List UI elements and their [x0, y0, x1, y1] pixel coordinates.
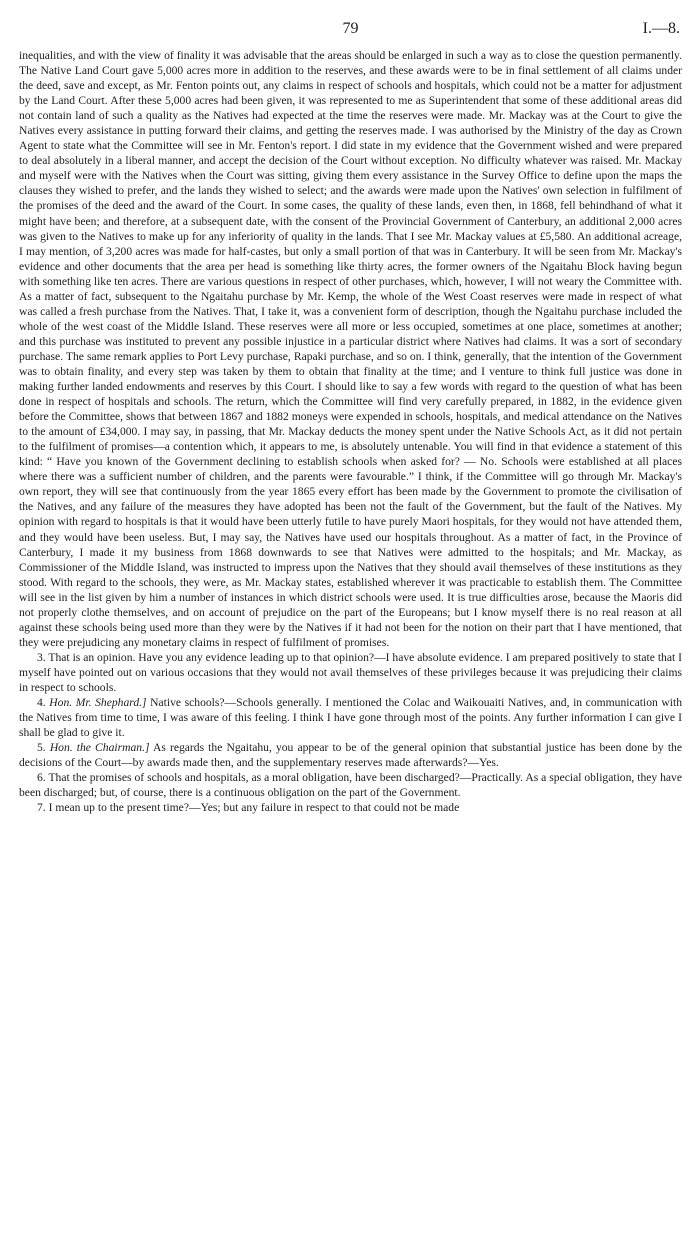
- question-text: I mean up to the present time?—Yes; but any failure in respect to that could not be made: [48, 801, 460, 815]
- question-3: [19, 650, 682, 695]
- paragraph-continuation: [19, 48, 682, 650]
- speaker-name: Hon. Mr. Shephard.]: [49, 696, 147, 710]
- speaker-name: Hon. the Chairman.]: [49, 741, 150, 755]
- question-4: [19, 695, 682, 740]
- question-number: 7.: [37, 801, 46, 815]
- question-6: [19, 770, 682, 800]
- question-text: Native schools?—Schools generally. I mentioned the Colac and Waikouaiti Natives, and, in communication with the Natives from time to time, I was aware of this feeling. I think I have gone through most of the points. Any further information I can give I shall be glad to give it.: [19, 696, 682, 740]
- question-5: [19, 740, 682, 770]
- question-number: 3.: [37, 650, 46, 664]
- body-text: [19, 48, 682, 815]
- question-7: [19, 800, 682, 815]
- question-text: That the promises of schools and hospitals, as a moral obligation, have been discharged?—Practically. As a special obligation, they have been discharged; but, of course, there is a continuous obligation on the part of the Government.: [19, 771, 682, 800]
- paragraph-text: inequalities, and with the view of finality it was advisable that the areas should be enlarged in such a way as to close the question permanently. The Native Land Court gave 5,000 acres more in addition to the reserves, and these awards were to be in final settlement of all claims under the deed, save and except, as Mr. Fenton points out, any claims in respect of schools and hospitals, which could not be a matter for adjustment by the Land Court. After these 5,000 acres had been given, it was represented to me as Superintendent that some of these additional areas did not contain land of such a quality as the Natives had expected at the time the reserves were made. Mr. Mackay was at the Court to give the Natives every assistance in putting forward their claims, and getting the reserves made. I was authorised by the Ministry of the day as Crown Agent to state what the Committee will see in Mr. Fenton's report. I did state in my evidence that the Government wished and were prepared to deal absolutely in a liberal manner, and accept the decision of the Court without exception. No difficulty whatever was raised. Mr. Mackay and myself were with the Natives when the Court was sitting, giving them every assistance in the Survey Office to define upon the maps the clauses they wished to prefer, and the lands they wished to select; and the awards were made upon the Natives' own selection in fulfilment of the promises of the deed and the award of the Court. In some cases, the quality of these lands, even then, in 1868, fell behindhand of what it might have been; and therefore, at a subsequent date, with the consent of the Provincial Government of Canterbury, an additional 2,000 acres was given to the Natives to make up for any inferiority of quality in the lands. That I see Mr. Mackay values at £5,580. An additional acreage, I may mention, of 3,200 acres was made for half-castes, but only a small portion of that was in Canterbury. It will be seen from Mr. Mackay's evidence and other documents that the area per head is something like thirty acres, the former owners of the Ngaitahu Block having begun with something like ten acres. There are various questions in respect of other purchases, which, however, I will not weary the Committee with. As a matter of fact, subsequent to the Ngaitahu purchase by Mr. Kemp, the whole of the West Coast reserves were made in respect of what was called a fresh purchase from the Natives. That, I take it, was a convenient form of description, though the Ngaitahu purchase included the whole of the west coast of the Middle Island. These reserves were all more or less occupied, sometimes at one place, sometimes at another; and this purchase was instituted to prevent any possible injustice in a particular district where Natives had claims. It was a sort of secondary purchase. The same remark applies to Port Levy purchase, Rapaki purchase, and so on. I think, generally, that the intention of the Government was to obtain finality, and every step was taken by them to obtain that finality at the time; and I venture to think full justice was done in making further landed endowments and reserves by this Court. I should like to say a few words with regard to the question of what has been done in respect of hospitals and schools. The return, which the Committee will find very carefully prepared, in 1882, in the evidence given before the Committee, shows that between 1867 and 1882 moneys were expended in schools, hospitals, and medical attendance on the Natives to the amount of £34,000. I may say, in passing, that Mr. Mackay deducts the money spent under the Native Schools Act, as it did not pertain to the fulfilment of promises—a contention which, it appears to me, is absolutely untenable. You will find in that evidence a statement of this kind: “ Have you known of the Government declining to establish schools when asked for? — No. Schools were established at all places where there was a sufficient number of children, and the parents were favourable.” I think, if the Committee will go through Mr. Mackay's own report, they will see that continuously from the year 1865 every effort has been made by the Government to promote the civilisation of the Natives, and any failure of the measures they have adopted has been not the fault of the Government, but the fault of the Natives. My opinion with regard to hospitals is that it would have been utterly futile to have purely Maori hospitals, for they would not have attended them, and they would have been useless. But, I may say, the Natives have used our hospitals throughout. As a matter of fact, in the Province of Canterbury, I made it my business from 1868 downwards to see that Natives were admitted to the hospitals; and Mr. Mackay, as Commissioner of the Middle Island, was instructed to impress upon the Natives that they should avail themselves of these institutions as they stood. With regard to the schools, they were, as Mr. Mackay states, established wherever it was practicable to establish them. The Committee will see in the list given by him a number of instances in which district schools were used. It is true difficulties arose, because the Maoris did not properly clothe themselves, and on account of prejudice on the part of the Europeans; but I know myself there is no real reason at all against these schools being used more than they were by the Natives if it had not been for the notion on their part that I have mentioned, that they were prejudicing any monetary claims in respect of fulfilment of promises.: [19, 49, 682, 649]
- page-number: 79: [342, 20, 359, 37]
- question-number: 5.: [37, 741, 46, 755]
- question-text: As regards the Ngaitahu, you appear to be of the general opinion that substantial justice has been done by the decisions of the Court—by awards made then, and the supplementary reserves made afterwards?—Yes.: [19, 741, 682, 770]
- document-reference: I.—8.: [642, 20, 680, 37]
- question-text: That is an opinion. Have you any evidence leading up to that opinion?—I have absolute evidence. I am prepared positively to state that I myself have pointed out on various occasions that they would not avail themselves of these privileges because it was prejudicing their claims in respect to schools.: [19, 650, 682, 694]
- question-number: 4.: [37, 696, 46, 710]
- question-number: 6.: [37, 771, 46, 785]
- page-header: [19, 20, 682, 42]
